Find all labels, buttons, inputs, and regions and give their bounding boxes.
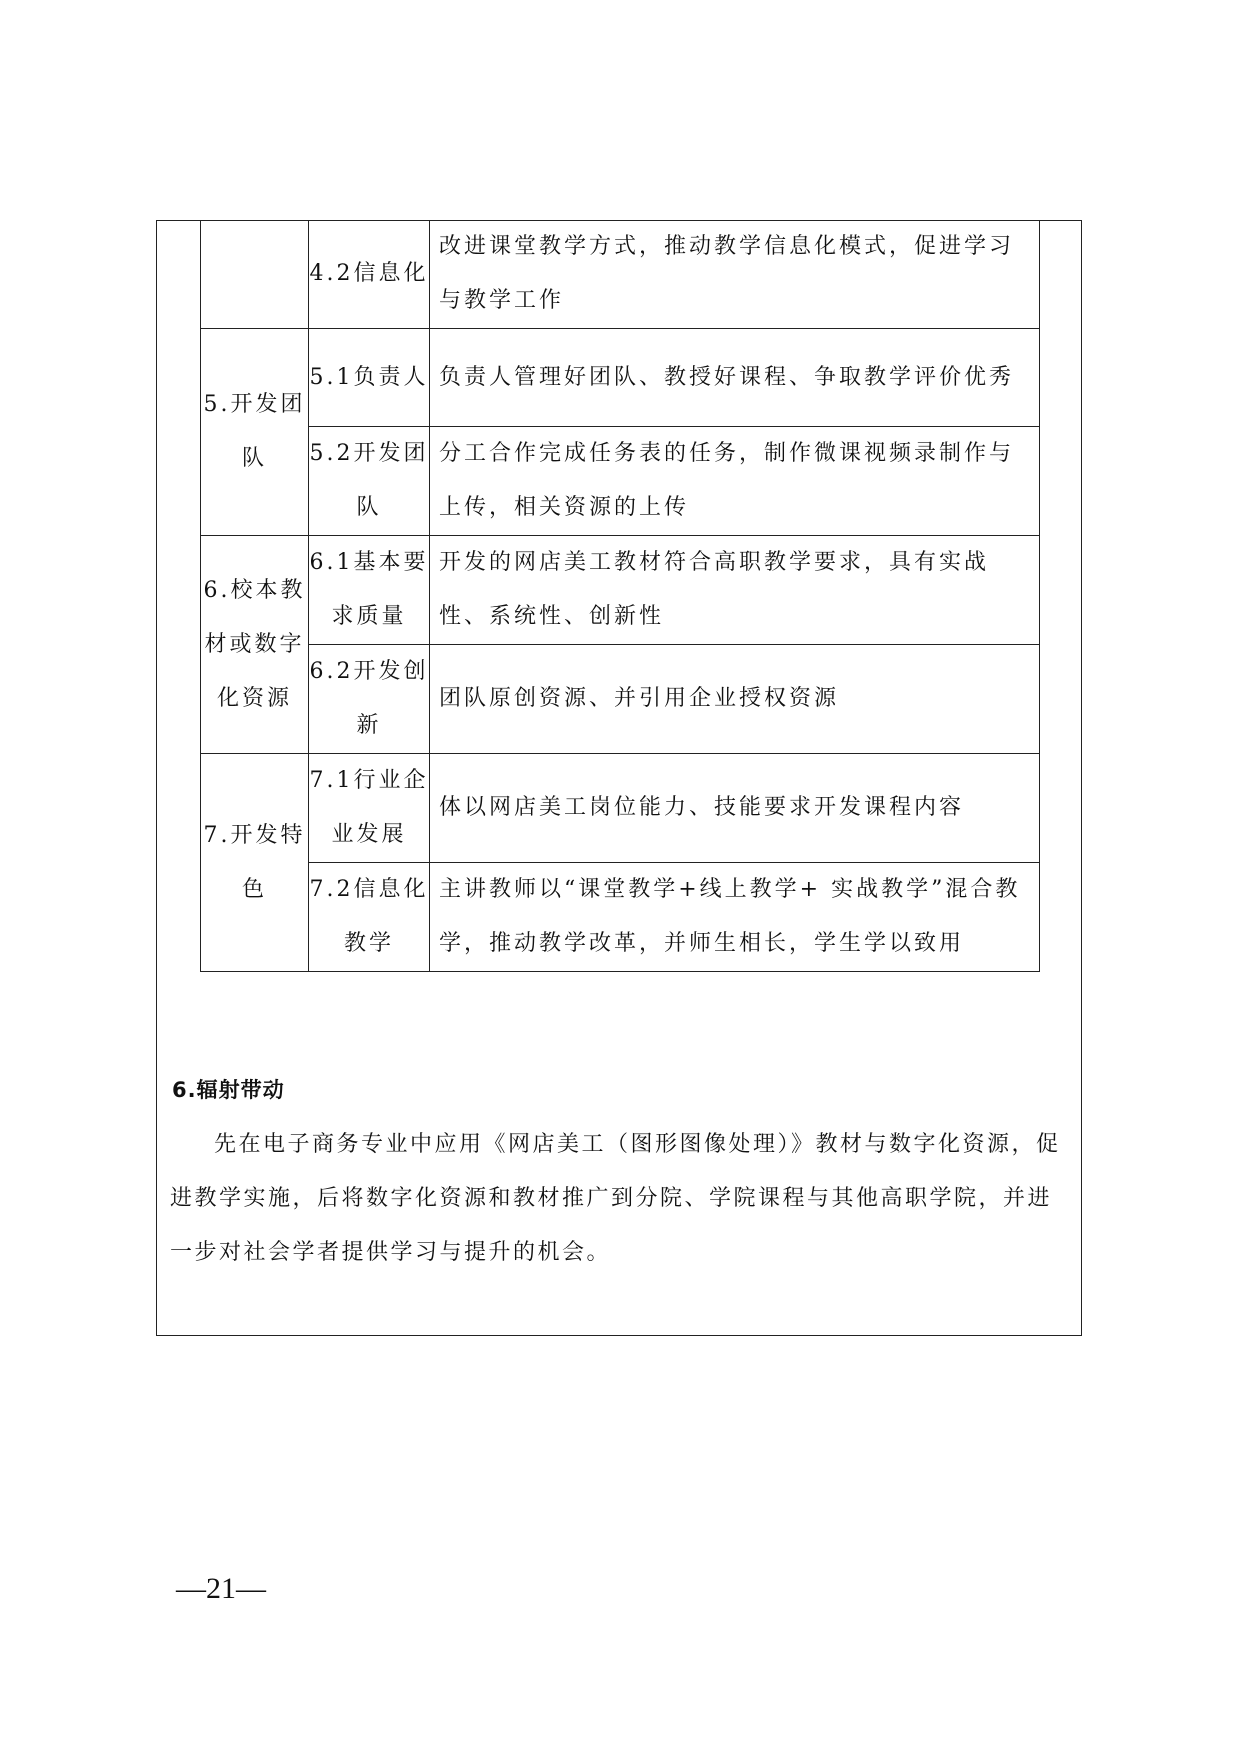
sub-item-cell: 5.2开发团队 — [309, 427, 430, 536]
table-row — [201, 427, 1040, 536]
sub-item-cell: 4.2信息化 — [309, 220, 430, 329]
sub-item-cell: 5.1负责人 — [309, 329, 430, 427]
group-cell — [201, 220, 309, 329]
sub-item-cell: 6.1基本要求质量 — [309, 536, 430, 645]
description-cell: 负责人管理好团队、教授好课程、争取教学评价优秀 — [430, 329, 1040, 427]
table-row — [201, 645, 1040, 754]
group-cell: 6.校本教材或数字化资源 — [201, 536, 309, 754]
sub-item-cell: 6.2开发创新 — [309, 645, 430, 754]
section-heading: 6.辐射带动 — [172, 1078, 285, 1102]
sub-item-cell: 7.2信息化教学 — [309, 863, 430, 972]
table-row — [201, 220, 1040, 329]
page-number: —21— — [176, 1572, 266, 1605]
description-cell: 主讲教师以“课堂教学+线上教学+ 实战教学”混合教学，推动教学改革，并师生相长，学生学以致用 — [430, 863, 1040, 972]
description-cell: 体以网店美工岗位能力、技能要求开发课程内容 — [430, 754, 1040, 863]
description-cell: 改进课堂教学方式，推动教学信息化模式，促进学习与教学工作 — [430, 220, 1040, 329]
description-cell: 开发的网店美工教材符合高职教学要求，具有实战性、系统性、创新性 — [430, 536, 1040, 645]
table-row — [201, 329, 1040, 427]
description-cell: 团队原创资源、并引用企业授权资源 — [430, 645, 1040, 754]
description-cell: 分工合作完成任务表的任务，制作微课视频录制作与上传，相关资源的上传 — [430, 427, 1040, 536]
table-row — [201, 536, 1040, 645]
evaluation-criteria-table — [200, 220, 1040, 972]
section-body: 先在电子商务专业中应用《网店美工（图形图像处理）》教材与数字化资源，促进教学实施，后将数字化资源和教材推广到分院、学院课程与其他高职学院，并进一步对社会学者提供学习与提升的机会。 — [170, 1132, 1061, 1265]
table-row — [201, 754, 1040, 863]
sub-item-cell: 7.1行业企业发展 — [309, 754, 430, 863]
group-cell: 5.开发团队 — [201, 329, 309, 536]
group-cell: 7.开发特色 — [201, 754, 309, 972]
table-row — [201, 863, 1040, 972]
